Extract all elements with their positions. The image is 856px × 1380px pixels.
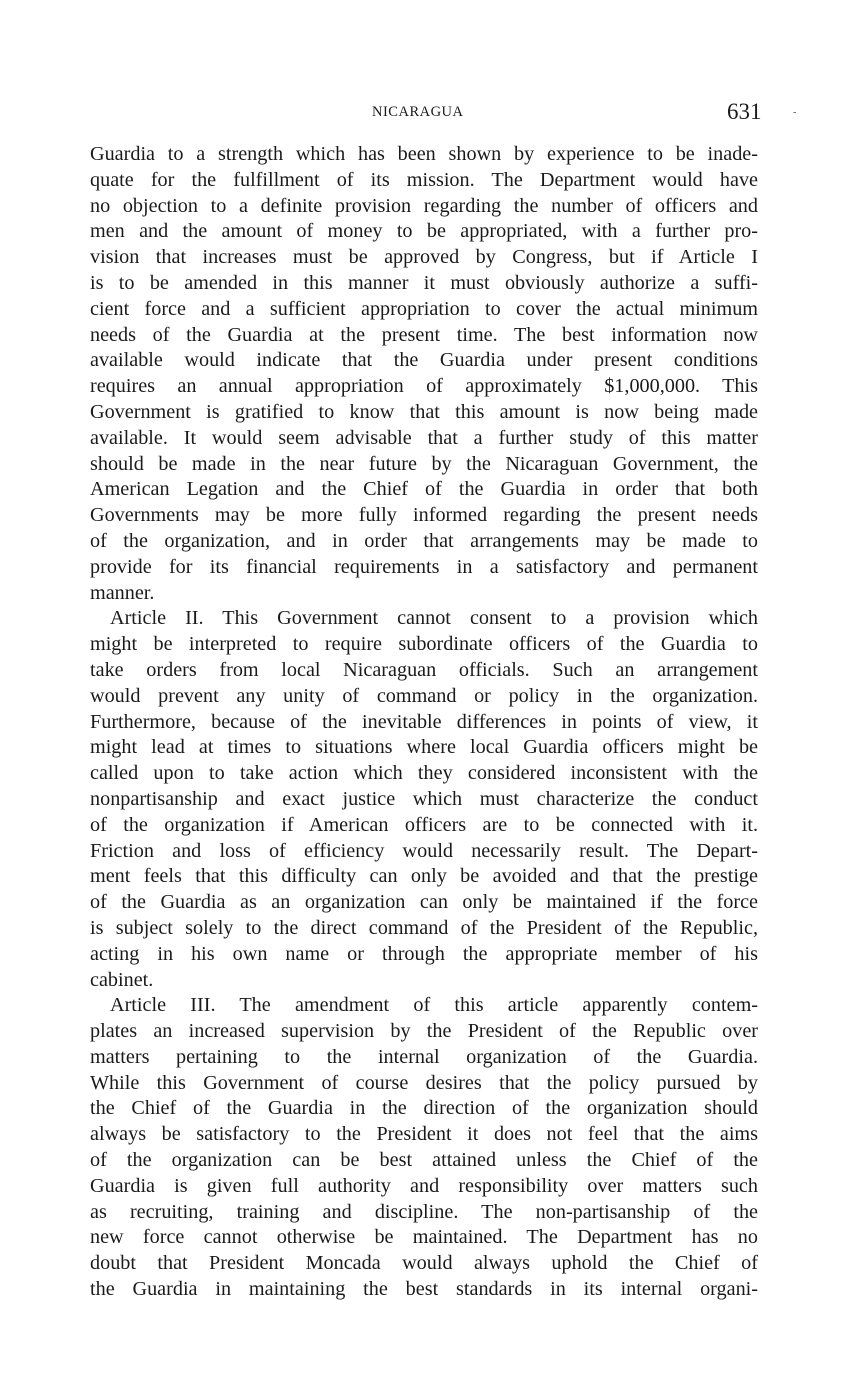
text-line: Governments may be more fully informed regarding the present needs — [90, 504, 758, 527]
text-line: always be satisfactory to the President it does not feel that the aims — [90, 1123, 758, 1146]
text-line: Government is gratified to know that this amount is now being made — [90, 400, 758, 423]
text-line: men and the amount of money to be appropriated, with a further pro- — [90, 220, 758, 243]
paragraph — [90, 142, 758, 606]
text-line: Guardia is given full authority and responsibility over matters such — [90, 1174, 758, 1197]
text-line: Friction and loss of efficiency would necessarily result. The Depart- — [90, 839, 758, 862]
text-line: available would indicate that the Guardia under present conditions — [90, 349, 758, 372]
text-line: Guardia to a strength which has been shown by experience to be inade- — [90, 143, 758, 165]
text-line: new force cannot otherwise be maintained. The Department has no — [90, 1226, 758, 1249]
text-line: no objection to a definite provision regarding the number of officers and — [90, 194, 758, 217]
text-line: doubt that President Moncada would always uphold the Chief of — [90, 1252, 758, 1275]
text-line: of the Guardia as an organization can only be maintained if the force — [90, 891, 758, 914]
text-line: called upon to take action which they considered inconsistent with the — [90, 762, 758, 785]
text-line: might be interpreted to require subordinate officers of the Guardia to — [90, 633, 758, 656]
text-line: available. It would seem advisable that a further study of this matter — [90, 426, 758, 449]
text-line: is to be amended in this manner it must obviously authorize a suffi- — [90, 271, 758, 294]
text-line: plates an increased supervision by the President of the Republic over — [90, 1020, 758, 1043]
text-line: Article II. This Government cannot consent to a provision which — [110, 607, 758, 630]
text-line: as recruiting, training and discipline. The non-partisanship of the — [90, 1200, 758, 1223]
text-line: vision that increases must be approved by Congress, but if Article I — [90, 246, 758, 269]
text-line: cabinet. — [90, 968, 154, 991]
paragraph — [90, 606, 758, 993]
text-line: of the organization can be best attained unless the Chief of the — [90, 1149, 758, 1172]
text-line: quate for the fulfillment of its mission. The Department would have — [90, 168, 758, 191]
text-line: would prevent any unity of command or policy in the organization. — [90, 684, 758, 707]
text-line: is subject solely to the direct command of the President of the Republic, — [90, 916, 758, 939]
text-line: acting in his own name or through the appropriate member of his — [90, 942, 758, 965]
text-line: nonpartisanship and exact justice which must characterize the conduct — [90, 787, 758, 810]
margin-mark: - — [793, 107, 797, 118]
page-header — [0, 101, 856, 125]
text-line: matters pertaining to the internal organization of the Guardia. — [90, 1045, 758, 1068]
text-line: manner. — [90, 581, 155, 604]
text-line: take orders from local Nicaraguan officials. Such an arrangement — [90, 658, 758, 681]
page-number: 631 — [727, 99, 762, 124]
text-line: Article III. The amendment of this article apparently contem- — [110, 994, 758, 1017]
text-line: the Guardia in maintaining the best standards in its internal organi- — [90, 1278, 758, 1301]
running-title: NICARAGUA — [372, 104, 464, 120]
text-line: While this Government of course desires that the policy pursued by — [90, 1071, 758, 1094]
text-line: requires an annual appropriation of approximately $1,000,000. This — [90, 375, 758, 398]
text-line: should be made in the near future by the Nicaraguan Government, the — [90, 452, 758, 475]
text-line: of the organization, and in order that arrangements may be made to — [90, 529, 758, 552]
text-line: the Chief of the Guardia in the direction of the organization should — [90, 1097, 758, 1120]
text-line: American Legation and the Chief of the Guardia in order that both — [90, 478, 758, 501]
text-line: needs of the Guardia at the present time. The best information now — [90, 323, 758, 346]
body-text — [90, 142, 758, 1303]
text-line: might lead at times to situations where local Guardia officers might be — [90, 736, 758, 759]
text-line: of the organization if American officers are to be connected with it. — [90, 813, 758, 836]
text-line: ment feels that this difficulty can only be avoided and that the prestige — [90, 865, 758, 888]
text-line: provide for its financial requirements in a satisfactory and permanent — [90, 555, 758, 578]
text-line: cient force and a sufficient appropriation to cover the actual minimum — [90, 297, 758, 320]
text-line: Furthermore, because of the inevitable differences in points of view, it — [90, 710, 758, 733]
paragraph — [90, 993, 758, 1303]
